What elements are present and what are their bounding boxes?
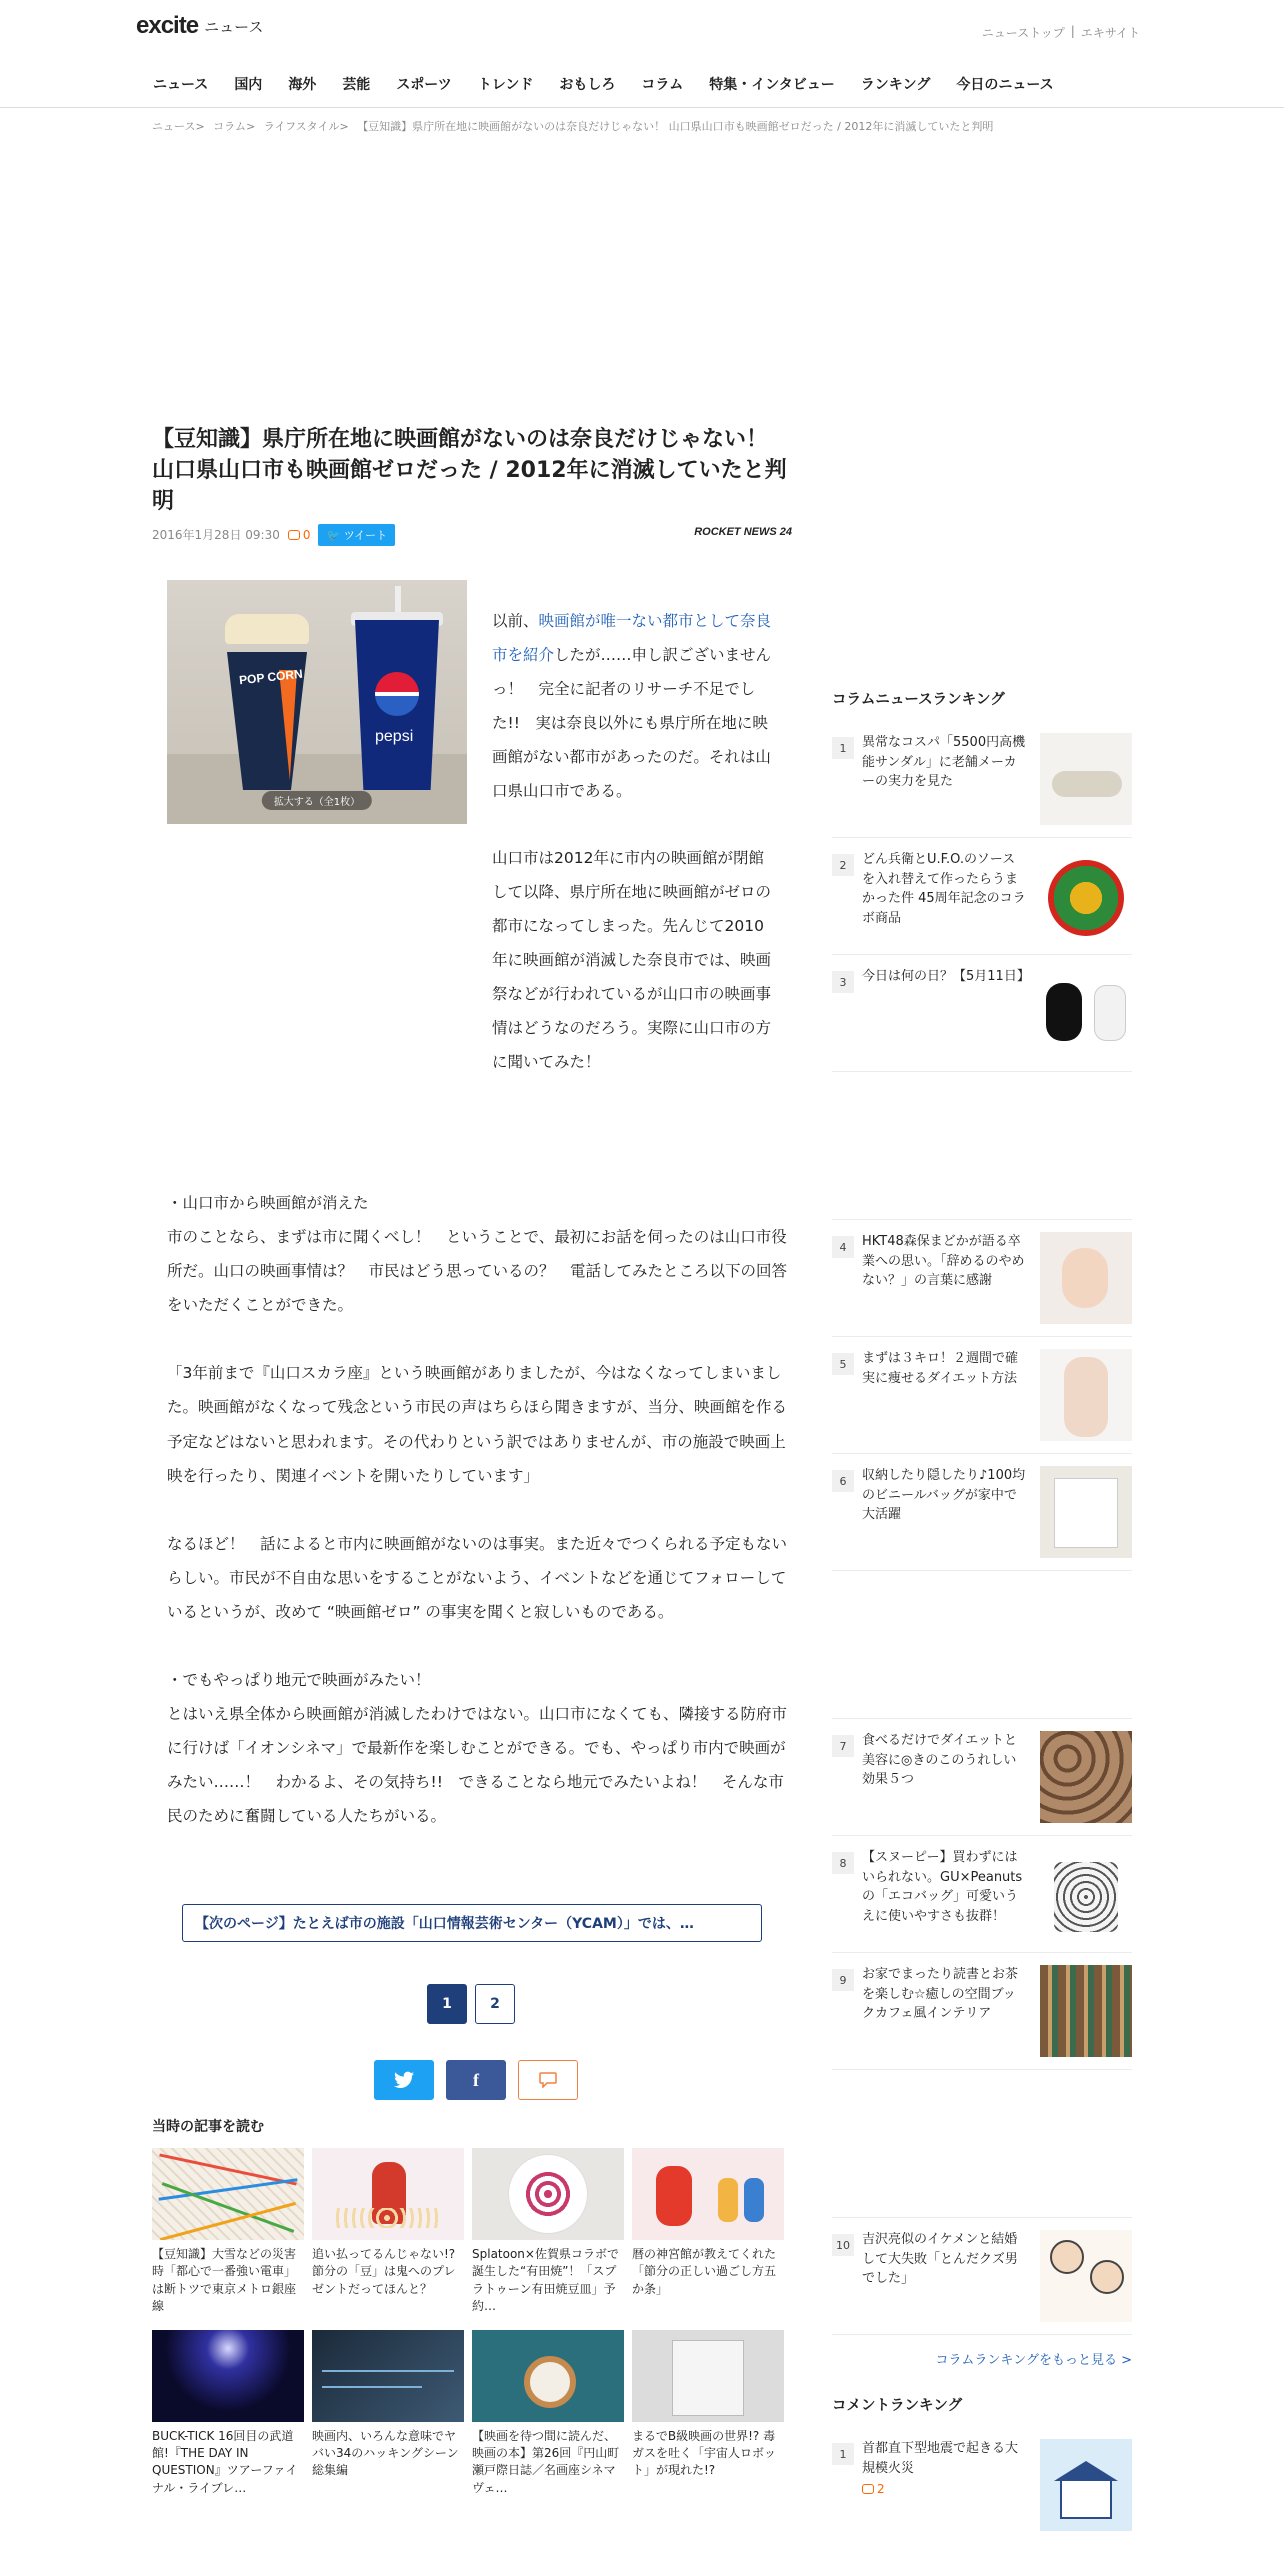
- logo-excite-text: excite: [136, 12, 199, 39]
- breadcrumb-news[interactable]: ニュース: [152, 120, 196, 133]
- rank-title: 異常なコスパ「5500円高機能サンダル」に老舗メーカーの実力を見た: [862, 735, 1026, 789]
- rank-thumbnail: [1040, 850, 1132, 942]
- nara-article-link[interactable]: 映画館が唯一ない都市として奈良市を紹介: [492, 612, 772, 665]
- ranking-item-6[interactable]: [832, 1454, 1132, 1571]
- intro-text-post: したが……申し訳ございませんっ！ 完全に記者のリサーチ不足でした!! 実は奈良以外にも県庁所在地に映画館がない都市があったのだ。それは山口県山口市である。: [492, 646, 772, 801]
- ranking-item-10[interactable]: [832, 2218, 1132, 2335]
- comment-count-link[interactable]: [288, 528, 311, 542]
- related-article[interactable]: [152, 2330, 304, 2498]
- article-intro: [492, 604, 777, 1079]
- related-thumbnail: [152, 2330, 304, 2422]
- related-title: BUCK-TICK 16回目の武道館!『THE DAY IN QUESTION』ツアーファイナル・ライブレ…: [152, 2428, 298, 2495]
- rank-comment-number: 2: [877, 2482, 885, 2496]
- nav-item-entertainment[interactable]: 芸能: [342, 77, 371, 93]
- popcorn-label: POP CORN: [238, 666, 304, 688]
- rank-thumbnail: [1040, 1466, 1132, 1558]
- ranking-item-8[interactable]: [832, 1836, 1132, 1953]
- rank-title: 吉沢亮似のイケメンと結婚して大失敗「とんだクズ男でした」: [862, 2232, 1018, 2286]
- related-article[interactable]: [632, 2330, 784, 2498]
- header-links-separator: |: [1070, 24, 1075, 38]
- pepsi-logo-icon: [375, 672, 419, 716]
- rank-number: 3: [832, 971, 854, 993]
- related-thumbnail: [152, 2148, 304, 2240]
- section-2: [167, 1663, 787, 1833]
- rank-number: 1: [832, 2443, 854, 2465]
- share-buttons: [374, 2060, 578, 2100]
- related-title: 暦の神宮館が教えてくれた「節分の正しい過ごし方五か条」: [632, 2247, 777, 2296]
- related-title: Splatoon×佐賀県コラボで誕生した“有田焼”！「スプラトゥーン有田焼豆皿」予約…: [472, 2247, 619, 2314]
- category-nav: [0, 62, 1284, 108]
- tweet-label: ツイート: [343, 528, 388, 542]
- share-facebook-button[interactable]: [446, 2060, 506, 2100]
- breadcrumb-current: 【豆知識】県庁所在地に映画館がないのは奈良だけじゃない！ 山口県山口市も映画館ゼロだった / 2012年に消滅していたと判明: [357, 120, 994, 133]
- breadcrumb: [152, 118, 998, 134]
- ranking-item-1[interactable]: [832, 721, 1132, 838]
- related-title: 【豆知識】大雪などの災害時「都心で一番強い電車」は断トツで東京メトロ銀座線: [152, 2247, 297, 2314]
- twitter-icon: [394, 2071, 414, 2089]
- pagination: [427, 1984, 515, 2024]
- facebook-icon: f: [473, 2069, 479, 2090]
- rank-thumbnail: [1040, 1349, 1132, 1441]
- related-article[interactable]: [312, 2148, 464, 2316]
- rank-thumbnail: [1040, 2230, 1132, 2322]
- related-thumbnail: [632, 2148, 784, 2240]
- section-1-body: 市のことなら、まずは市に聞くべし！ ということで、最初にお話を伺ったのは山口市役所だ。山口の映画事情は？ 市民はどう思っているの？ 電話してみたところ以下の回答をいただくことができた。: [167, 1228, 788, 1315]
- rank-title: まずは３キロ！２週間で確実に痩せるダイエット方法: [862, 1351, 1019, 1386]
- city-office-quote: 「3年前まで『山口スカラ座』という映画館がありましたが、今はなくなってしまいました。映画館がなくなって残念という市民の声はちらほら聞きますが、当分、映画館を作る予定などはないと思われます。その代わりという訳ではありませんが、市の施設で映画上映を行ったり、関連イベントを開いたりしています」: [167, 1364, 788, 1485]
- enlarge-photo-button[interactable]: 拡大する（全1枚）: [262, 791, 372, 810]
- related-articles: [152, 2116, 792, 2497]
- rank-title: 【スヌーピー】買わずにはいられない。GU×Peanutsの「エコバッグ」可愛いうえに使いやすさも抜群！: [862, 1850, 1023, 1924]
- nav-item-ranking[interactable]: ランキング: [860, 77, 931, 93]
- related-title: 【映画を待つ間に読んだ、映画の本】第26回『円山町瀬戸際日誌／名画座シネマヴェ…: [472, 2428, 620, 2495]
- related-article[interactable]: [152, 2148, 304, 2316]
- rank-number: 6: [832, 1470, 854, 1492]
- rank-title: HKT48森保まどかが語る卒業への思い。「辞めるのやめない？」の言葉に感謝: [862, 1234, 1025, 1288]
- rank-title: 食べるだけでダイエットと美容に◎きのこのうれしい効果５つ: [862, 1733, 1017, 1787]
- pepsi-label: pepsi: [375, 728, 414, 745]
- section-2-body: とはいえ県全体から映画館が消滅したわけではない。山口市になくても、隣接する防府市に行けば「イオンシネマ」で最新作を楽しむことができる。でも、やっぱり市内で映画がみたい……！ わかるよ、その気持ち!! できることなら地元でみたいよね！ そんな市民のために奮闘している人たちがいる。: [167, 1705, 788, 1826]
- rank-number: 2: [832, 854, 854, 876]
- header-links: [982, 24, 1140, 41]
- rank-number: 1: [832, 737, 854, 759]
- twitter-bird-icon: 🐦: [326, 528, 341, 542]
- article-date: 2016年1月28日 09:30: [152, 528, 280, 543]
- related-article[interactable]: [312, 2330, 464, 2498]
- breadcrumb-sep: >: [195, 120, 205, 133]
- more-ranking-link[interactable]: コラムランキングをもっと見る >: [935, 2353, 1132, 2368]
- nav-item-domestic[interactable]: 国内: [234, 77, 263, 93]
- intro-text-pre: 以前、: [492, 612, 539, 630]
- share-comment-button[interactable]: [518, 2060, 578, 2100]
- nav-item-news[interactable]: ニュース: [153, 77, 209, 93]
- breadcrumb-lifestyle[interactable]: ライフスタイル: [263, 120, 340, 133]
- article-photo[interactable]: [167, 580, 467, 824]
- comment-count: 0: [302, 527, 311, 542]
- related-thumbnail: [472, 2148, 624, 2240]
- rank-number: 10: [832, 2234, 854, 2256]
- ranking-item-3[interactable]: [832, 955, 1132, 1072]
- ranking-item-4[interactable]: [832, 1220, 1132, 1337]
- rank-thumbnail: [1040, 1965, 1132, 2057]
- nav-item-trend[interactable]: トレンド: [477, 77, 534, 93]
- section-1-heading: ・山口市から映画館が消えた: [167, 1194, 369, 1212]
- sidebar: [832, 688, 1132, 2543]
- share-twitter-button[interactable]: [374, 2060, 434, 2100]
- nav-item-sports[interactable]: スポーツ: [396, 77, 452, 93]
- related-thumbnail: [472, 2330, 624, 2422]
- rank-number: 7: [832, 1735, 854, 1757]
- paragraph-after-quote: なるほど！ 話によると市内に映画館がないのは事実。また近々でつくられる予定もないらしい。市民が不自由な思いをすることがないよう、イベントなどを通じてフォローしているというが、改めて “映画館ゼロ” の事実を聞くと寂しいものである。: [167, 1534, 788, 1621]
- column-ranking-title: コラムニュースランキング: [832, 692, 1005, 708]
- news-top-link[interactable]: ニューストップ: [981, 26, 1065, 40]
- logo-news-text: ニュース: [204, 18, 264, 36]
- intro-paragraph: [492, 604, 777, 809]
- paragraph-2: 山口市は2012年に市内の映画館が閉館して以降、県庁所在地に映画館がゼロの都市になってしまった。先んじて2010年に映画館が消滅した奈良市では、映画祭などが行われているが山口市の映画事情はどうなのだろう。実際に山口市の方に聞いてみた！: [492, 848, 772, 1072]
- comment-ranking-item-1[interactable]: [832, 2427, 1132, 2543]
- related-thumbnail: [632, 2330, 784, 2422]
- sidebar-ad-space: [832, 1072, 1132, 1220]
- nav-item-today[interactable]: 今日のニュース: [956, 77, 1054, 93]
- comment-icon: [288, 530, 300, 540]
- rank-thumbnail: [1040, 1232, 1132, 1324]
- rank-title: 収納したり隠したり♪100均のビニールバッグが家中で大活躍: [862, 1468, 1026, 1522]
- rank-title: どん兵衛とU.F.O.のソースを入れ替えて作ったらうまかった件 45周年記念のコラボ商品: [862, 852, 1026, 926]
- related-title: 追い払ってるんじゃない!? 節分の「豆」は鬼へのプレゼントだってほんと？: [312, 2247, 456, 2296]
- breadcrumb-sep: >: [339, 120, 349, 133]
- rank-title: 今日は何の日？【5月11日】: [862, 969, 1030, 984]
- article-title: 【豆知識】県庁所在地に映画館がないのは奈良だけじゃない！ 山口県山口市も映画館ゼロだった / 2012年に消滅していたと判明: [152, 427, 787, 515]
- rank-number: 9: [832, 1969, 854, 1991]
- comment-ranking-title: コメントランキング: [832, 2398, 963, 2414]
- article-body: [167, 1186, 787, 1834]
- nav-item-interview[interactable]: 特集・インタビュー: [709, 77, 835, 93]
- rank-thumbnail: [1040, 2439, 1132, 2531]
- excite-site-link[interactable]: エキサイト: [1080, 26, 1140, 40]
- related-article[interactable]: [472, 2148, 624, 2316]
- nav-item-funny[interactable]: おもしろ: [559, 77, 616, 93]
- rank-number: 4: [832, 1236, 854, 1258]
- related-heading: 当時の記事を読む: [152, 2119, 264, 2135]
- rank-title: 首都直下型地震で起きる大規模火災: [862, 2441, 1019, 2476]
- breadcrumb-sep: >: [246, 120, 256, 133]
- nav-item-column[interactable]: コラム: [641, 77, 684, 93]
- section-1: [167, 1186, 787, 1322]
- ranking-item-5[interactable]: [832, 1337, 1132, 1454]
- ranking-item-2[interactable]: [832, 838, 1132, 955]
- rank-number: 8: [832, 1852, 854, 1874]
- comment-icon: [539, 2072, 557, 2088]
- next-page-link[interactable]: 【次のページ】たとえば市の施設「山口情報芸術センター（YCAM）」では、…: [182, 1904, 762, 1942]
- tweet-button[interactable]: [318, 524, 395, 546]
- ranking-item-7[interactable]: [832, 1719, 1132, 1836]
- comment-icon: [862, 2484, 874, 2494]
- rank-thumbnail: [1040, 1848, 1132, 1940]
- rank-thumbnail: [1040, 733, 1132, 825]
- section-2-heading: ・でもやっぱり地元で映画がみたい！: [167, 1671, 431, 1690]
- page-2-button[interactable]: 2: [475, 1984, 515, 2024]
- related-thumbnail: [312, 2148, 464, 2240]
- article: [152, 424, 792, 2090]
- popcorn-kernels: [225, 614, 309, 644]
- excite-news-logo[interactable]: [136, 12, 263, 40]
- related-article[interactable]: [632, 2148, 784, 2316]
- breadcrumb-column[interactable]: コラム: [213, 120, 247, 133]
- article-meta: [152, 524, 792, 546]
- sidebar-ad-space: [832, 1571, 1132, 1719]
- rank-thumbnail: [1040, 967, 1132, 1059]
- rank-title: お家でまったり読書とお茶を楽しむ☆癒しの空間ブックカフェ風インテリア: [862, 1967, 1019, 2021]
- rank-title-wrapper: [862, 2439, 1032, 2498]
- rank-thumbnail: [1040, 1731, 1132, 1823]
- related-title: まるでB級映画の世界!? 毒ガスを吐く「宇宙人ロボット」が現れた!?: [632, 2428, 777, 2478]
- related-article[interactable]: [472, 2330, 624, 2498]
- ranking-item-9[interactable]: [832, 1953, 1132, 2070]
- source-logo: ROCKET NEWS 24: [694, 525, 792, 538]
- site-header: [0, 0, 1284, 62]
- related-title: 映画内、いろんな意味でヤバい34のハッキングシーン総集編: [312, 2428, 459, 2478]
- rank-comment-count: [862, 2480, 1026, 2498]
- rank-number: 5: [832, 1353, 854, 1375]
- nav-item-world[interactable]: 海外: [288, 77, 317, 93]
- sidebar-ad-space: [832, 2070, 1132, 2218]
- page-1-button[interactable]: 1: [427, 1984, 467, 2024]
- related-thumbnail: [312, 2330, 464, 2422]
